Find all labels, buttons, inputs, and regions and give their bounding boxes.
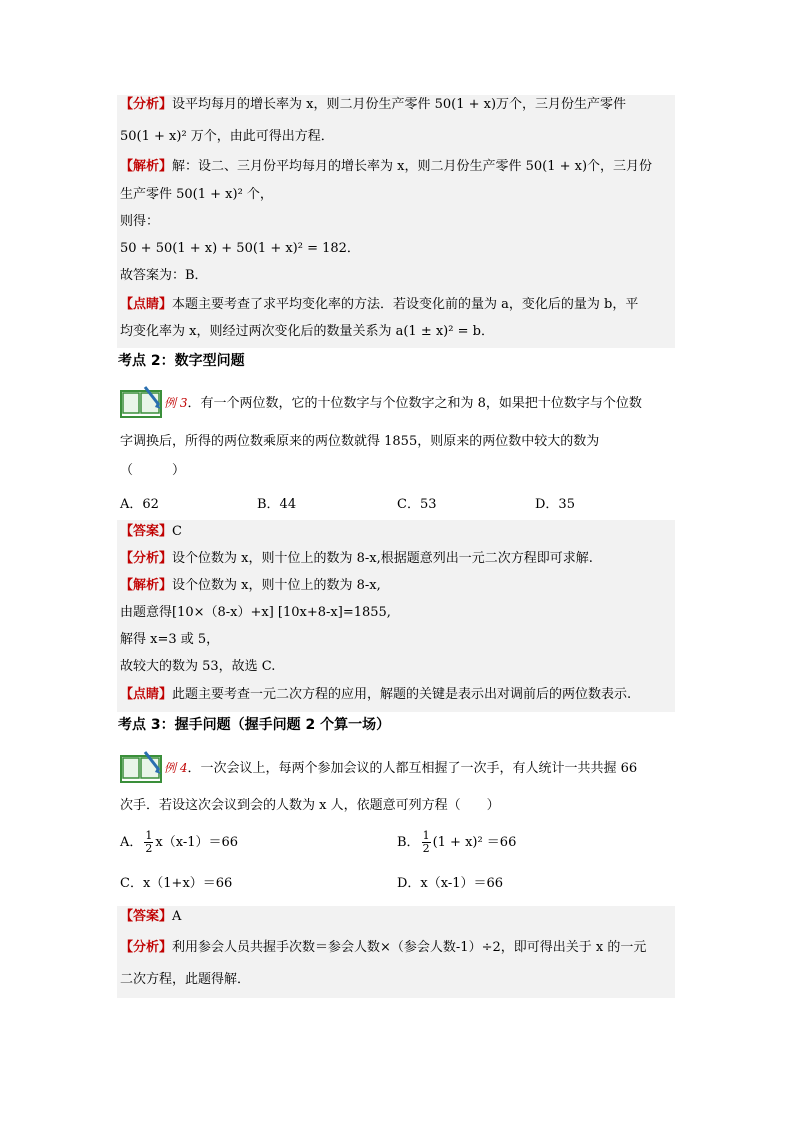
- option-b: B． $\frac{1}{2}$ (1 + x)² ＝66: [397, 829, 517, 855]
- analysis-line-2: 50(1 + x)² 万个，由此可得出方程．: [120, 129, 334, 144]
- example-3-line-1: 例 3．有一个两位数，它的十位数字与个位数字之和为 8，如果把十位数字与个位数: [164, 396, 642, 411]
- example-3-line-3: （ ）: [120, 463, 186, 478]
- comment-line: 【点睛】此题主要考查一元二次方程的应用，解题的关键是表示出对调前后的两位数表示.: [120, 687, 632, 702]
- example-4-line-2: 次手．若设这次会议到会的人数为 x 人，依题意可列方程（ ）: [120, 798, 500, 813]
- analysis-line-1: 【分析】设平均每月的增长率为 x，则二月份生产零件 50(1 + x)万个，三月份生产零件: [120, 97, 627, 112]
- option-c: C．x（1+x）＝66: [120, 876, 233, 891]
- solution-line-3: 则得：: [120, 214, 160, 229]
- solution-line-2: 生产零件 50(1 + x)² 个，: [120, 187, 273, 202]
- option-d: D．x（x-1）＝66: [397, 876, 504, 891]
- option-d: D．35: [535, 497, 575, 512]
- option-a: A． $\frac{1}{2}$ x（x-1）＝66: [120, 829, 239, 855]
- solution-line-1: 【解析】解：设二、三月份平均每月的增长率为 x，则二月份生产零件 50(1 + x)个，三月份: [120, 159, 653, 174]
- solution-line-1: 【解析】设个位数为 x，则十位上的数为 8-x,: [120, 578, 381, 593]
- analysis-line: 【分析】设个位数为 x，则十位上的数为 8-x,根据题意列出一元二次方程即可求解.: [120, 551, 593, 566]
- fraction: $\frac{1}{2}$: [145, 829, 153, 855]
- solution-line-4: 故较大的数为 53，故选 C.: [120, 659, 276, 674]
- solution-line-2: 由题意得[10×（8-x）+x] [10x+8-x]=1855,: [120, 605, 391, 620]
- answer-line: 【答案】A: [120, 909, 182, 924]
- book-icon: [119, 748, 163, 784]
- section-3-title: 考点 3：握手问题（握手问题 2 个算一场）: [118, 717, 391, 733]
- section-2-title: 考点 2：数字型问题: [118, 353, 245, 369]
- option-b: B．44: [257, 497, 297, 512]
- option-a: A．62: [120, 497, 159, 512]
- example-label: 例 3: [164, 396, 188, 410]
- book-icon: [119, 383, 163, 419]
- analysis-line-1: 【分析】利用参会人员共握手次数＝参会人数×（参会人数-1）÷2，即可得出关于 x 的一元: [120, 940, 647, 955]
- example-3-line-2: 字调换后，所得的两位数乘原来的两位数就得 1855，则原来的两位数中较大的数为: [120, 434, 600, 449]
- option-c: C．53: [397, 497, 437, 512]
- comment-line-1: 【点睛】本题主要考查了求平均变化率的方法．若设变化前的量为 a，变化后的量为 b，平: [120, 297, 639, 312]
- fraction: $\frac{1}{2}$: [422, 829, 430, 855]
- analysis-line-2: 二次方程，此题得解．: [120, 972, 251, 987]
- example-4-line-1: 例 4．一次会议上，每两个参加会议的人都互相握了一次手，有人统计一共共握 66: [164, 761, 638, 776]
- solution-line-4: 50 + 50(1 + x) + 50(1 + x)² = 182．: [120, 241, 360, 256]
- solution-line-3: 解得 x=3 或 5，: [120, 632, 220, 647]
- comment-line-2: 均变化率为 x，则经过两次变化后的数量关系为 a(1 ± x)² = b．: [120, 324, 494, 339]
- example-label: 例 4: [164, 761, 188, 775]
- answer-line: 【答案】C: [120, 524, 182, 539]
- solution-line-5: 故答案为：B．: [120, 268, 208, 283]
